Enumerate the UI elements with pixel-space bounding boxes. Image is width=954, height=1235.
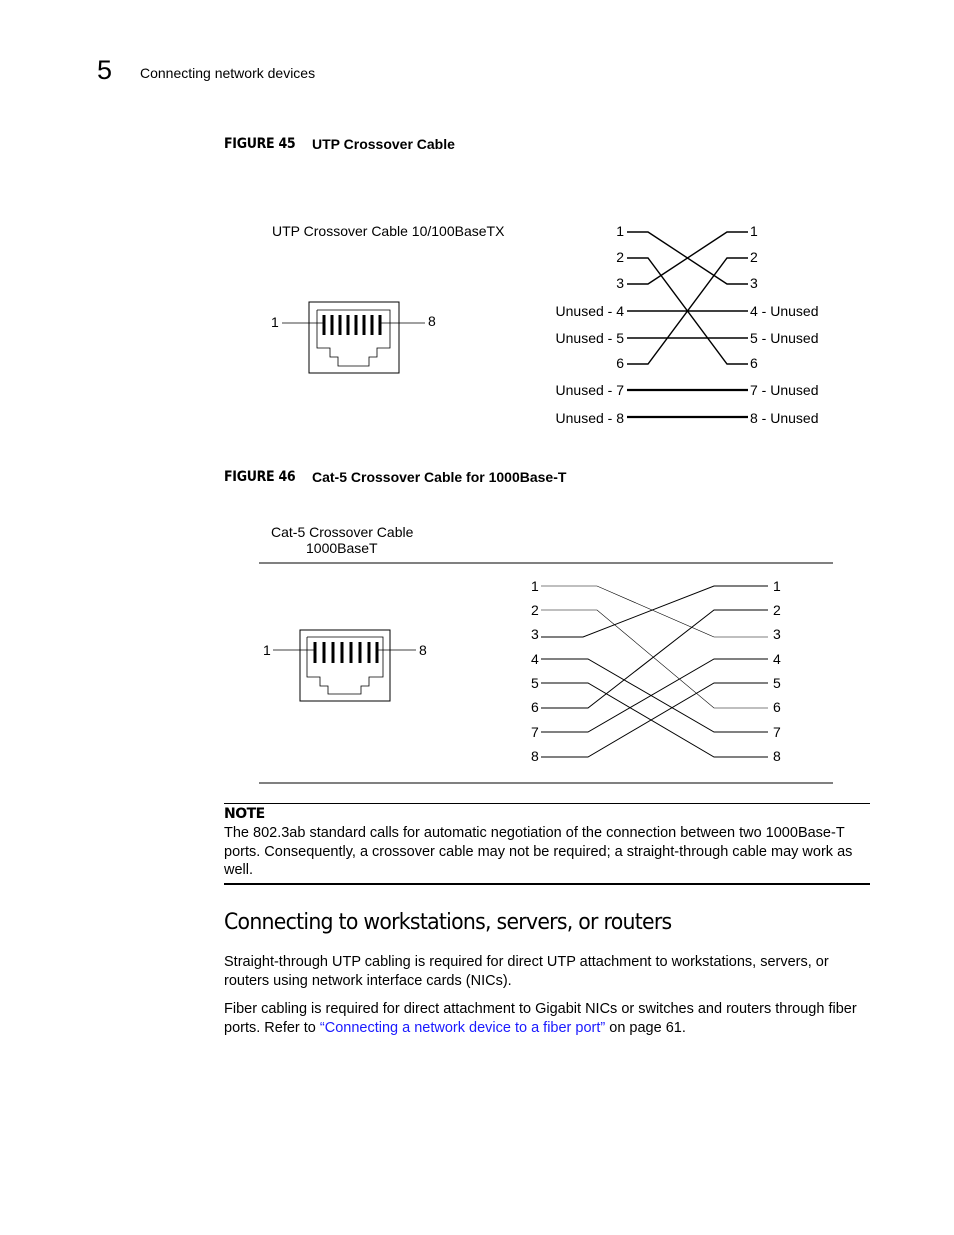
figure-45-title: UTP Crossover Cable: [312, 136, 455, 152]
figure-45-caption: UTP Crossover Cable 10/100BaseTX: [272, 223, 505, 239]
figure-46-left-pin: 2: [531, 602, 539, 618]
figure-46-title: Cat-5 Crossover Cable for 1000Base-T: [312, 469, 567, 485]
figure-45-right-pin: 7 - Unused: [750, 382, 819, 398]
figure-45-right-pin: 6: [750, 355, 758, 371]
note-bottom-rule: [224, 883, 870, 885]
figure-45-right-pin: 4 - Unused: [750, 303, 819, 319]
note-top-rule: [224, 803, 870, 804]
figure-46-right-pin: 5: [773, 675, 781, 691]
figure-45-jack-pin-8: 8: [428, 313, 436, 329]
note-text: The 802.3ab standard calls for automatic negotiation of the connection between two 1000Base-T ports. Consequently, a crossover cable may not be required; a straight-through cable may work as well.: [224, 825, 853, 878]
figure-45-label: FIGURE 45: [224, 136, 296, 152]
figure-45-left-pin: 6: [616, 355, 624, 371]
section-heading: Connecting to workstations, servers, or routers: [224, 910, 672, 935]
chapter-title: Connecting network devices: [140, 65, 316, 81]
figure-45-left-pin: Unused - 5: [555, 330, 624, 346]
figure-45-left-pins: [556, 223, 625, 426]
figure-45-jack-pin-1: 1: [271, 314, 279, 330]
figure-46-right-pin: 6: [773, 699, 781, 715]
figure-46-wires: [541, 586, 768, 757]
figure-46-caption-line2: 1000BaseT: [306, 540, 378, 556]
figure-45-wires: [627, 232, 748, 417]
figure-45-left-pin: Unused - 7: [555, 382, 624, 398]
figure-45-left-pin: 3: [616, 275, 624, 291]
figure-45-left-pin: Unused - 8: [555, 410, 624, 426]
figure-46-right-pin: 7: [773, 724, 781, 740]
section-paragraph-2: [224, 1000, 874, 1038]
figure-46-diagram: [259, 524, 833, 783]
figure-46-right-pin: 8: [773, 748, 781, 764]
figure-46-left-pin: 8: [531, 748, 539, 764]
figure-46-left-pin: 6: [531, 699, 539, 715]
figure-45-right-pin: 1: [750, 223, 758, 239]
figure-46-left-pin: 4: [531, 651, 539, 667]
paragraph-2-text-after: on page 61.: [605, 1020, 686, 1036]
figure-46-left-pin: 1: [531, 578, 539, 594]
chapter-number: 5: [97, 55, 113, 85]
figure-45-right-pins: [750, 223, 818, 426]
figure-45-diagram: [271, 223, 818, 426]
figure-46-rj45-jack: [263, 630, 427, 701]
figure-46-caption-line1: Cat-5 Crossover Cable: [271, 524, 414, 540]
figure-46-left-pins: [531, 578, 539, 764]
figure-46-right-pin: 1: [773, 578, 781, 594]
figure-45-rj45-jack: [271, 302, 436, 373]
figure-46-left-pin: 3: [531, 626, 539, 642]
paragraph-2-text-before: Fiber cabling is required for direct attachment to Gigabit NICs or switches and routers through fiber ports. Refer to: [224, 1001, 857, 1036]
figure-46-right-pins: [773, 578, 781, 764]
figure-46-label: FIGURE 46: [224, 469, 296, 485]
figure-46-jack-pin-1: 1: [263, 642, 271, 658]
figure-45-left-pin: 2: [616, 249, 624, 265]
figure-46-right-pin: 3: [773, 626, 781, 642]
note-label: NOTE: [224, 806, 265, 822]
figure-46-right-pin: 4: [773, 651, 781, 667]
figure-45-right-pin: 8 - Unused: [750, 410, 819, 426]
figure-46-left-pin: 5: [531, 675, 539, 691]
figure-46-right-pin: 2: [773, 602, 781, 618]
fiber-port-link[interactable]: “Connecting a network device to a fiber port”: [319, 1020, 606, 1036]
figure-45-left-pin: 1: [616, 223, 624, 239]
figure-45-right-pin: 2: [750, 249, 758, 265]
figure-45-right-pin: 5 - Unused: [750, 330, 819, 346]
figure-45-right-pin: 3: [750, 275, 758, 291]
section-paragraph-1: Straight-through UTP cabling is required for direct UTP attachment to workstations, servers, or routers using network interface cards (NICs).: [224, 954, 829, 989]
figure-46-left-pin: 7: [531, 724, 539, 740]
figure-45-left-pin: Unused - 4: [555, 303, 624, 319]
figure-46-jack-pin-8: 8: [419, 642, 427, 658]
